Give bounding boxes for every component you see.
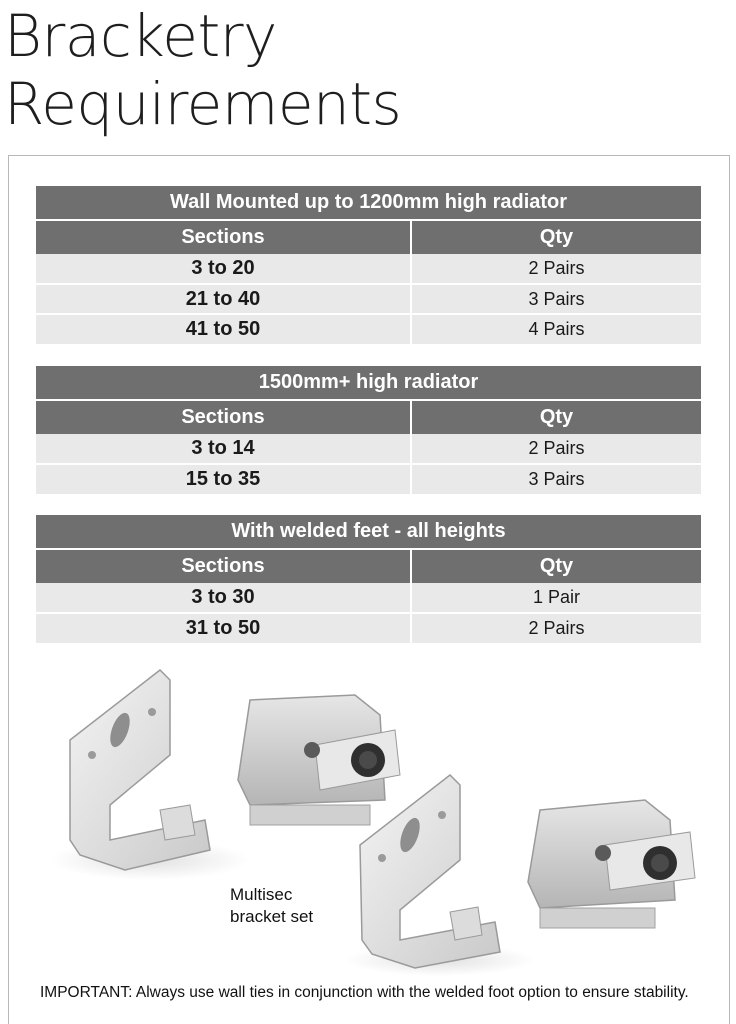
qty-cell: 1 Pair [532, 587, 581, 607]
sections-column-header: Sections [36, 549, 411, 583]
high-radiator-table [36, 366, 701, 494]
caption-line-1: Multisec [230, 885, 293, 904]
qty-cell: 4 Pairs [411, 314, 701, 344]
sections-column-header: Sections [36, 220, 411, 254]
page-title [4, 2, 401, 138]
wall-mounted-table [36, 186, 701, 344]
sections-column-header: Sections [36, 400, 411, 434]
qty-cell: 3 Pairs [411, 284, 701, 314]
column-header-row [36, 549, 701, 583]
table-row [36, 464, 701, 494]
table-row [36, 284, 701, 314]
page-title-line-1: Bracketry [4, 2, 277, 70]
qty-cell: 2 Pairs [528, 258, 585, 278]
table-row [36, 613, 701, 643]
table-heading: Wall Mounted up to 1200mm high radiator [169, 191, 568, 213]
clip-bracket-top [238, 695, 400, 825]
clip-bracket-bottom [528, 800, 695, 928]
welded-feet-table [36, 515, 701, 643]
l-bracket-right [345, 775, 535, 976]
table-row [36, 314, 701, 344]
sections-cell: 15 to 35 [36, 464, 411, 494]
table-heading-row [36, 515, 701, 549]
qty-column-header: Qty [411, 549, 701, 583]
sections-cell: 3 to 30 [36, 583, 411, 613]
bracket-illustration [0, 660, 736, 980]
important-note: IMPORTANT: Always use wall ties in conjunction with the welded foot option to ensure stability. [40, 984, 689, 1001]
qty-cell: 2 Pairs [528, 438, 585, 458]
bracket-product-photo [0, 660, 736, 980]
sections-cell: 3 to 14 [36, 434, 411, 464]
table-heading: 1500mm+ high radiator [258, 371, 479, 393]
column-header-row [36, 220, 701, 254]
qty-column-header: Qty [411, 400, 701, 434]
table-heading: With welded feet - all heights [231, 520, 506, 542]
caption-line-2: bracket set [230, 907, 314, 926]
qty-column-header: Qty [411, 220, 701, 254]
sections-cell: 3 to 20 [36, 254, 411, 284]
table-row [36, 254, 701, 284]
sections-cell: 21 to 40 [36, 284, 411, 314]
table-heading-row [36, 186, 701, 220]
table-row [36, 583, 701, 613]
qty-cell: 2 Pairs [411, 613, 701, 643]
sections-cell: 31 to 50 [36, 613, 411, 643]
sections-cell: 41 to 50 [36, 314, 411, 344]
table-row [36, 434, 701, 464]
table-heading-row [36, 366, 701, 400]
page-title-line-2: Requirements [4, 70, 402, 138]
l-bracket-left [50, 670, 250, 880]
column-header-row [36, 400, 701, 434]
bracket-caption [230, 884, 313, 928]
qty-cell: 3 Pairs [411, 464, 701, 494]
